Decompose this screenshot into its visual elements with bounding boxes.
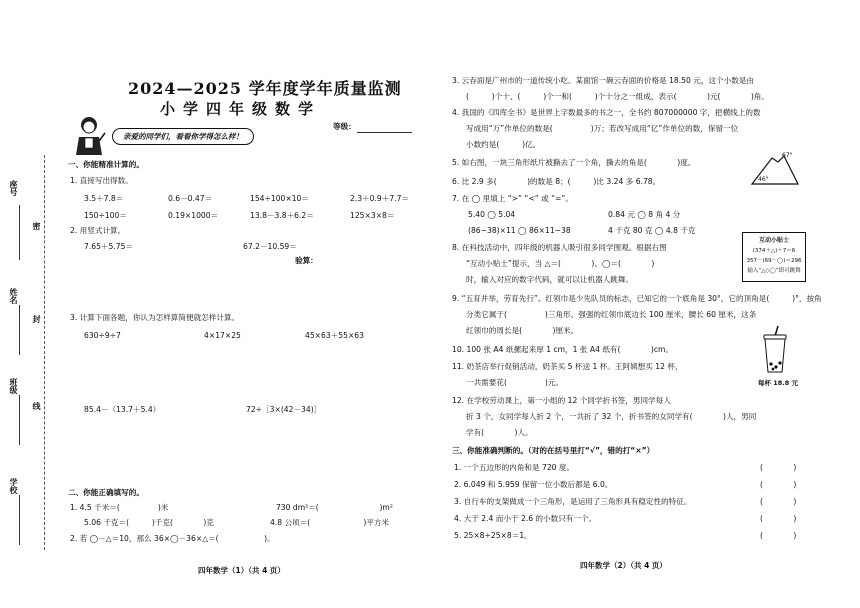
q1-label: 1. 直接写出得数。 xyxy=(70,176,133,185)
judge-1: 1. 一个五边形的内角和是 720 度。 xyxy=(454,463,575,472)
answer-paren[interactable]: ( ) xyxy=(760,480,797,489)
judge-4: 4. 大于 2.4 而小于 2.6 的小数只有一个。 xyxy=(454,514,597,523)
q3-item: 85.4－（13.7＋5.4） xyxy=(84,405,161,414)
right-q10: 10. 100 张 A4 纸摞起来厚 1 cm，1 张 A4 纸有( )cm。 xyxy=(452,345,673,354)
q1-item: 13.8－3.8＋6.2＝ xyxy=(250,211,314,220)
compare-item: 0.84 元 ◯ 8 角 4 分 xyxy=(608,210,681,219)
judge-5: 5. 25×8÷25×8＝1。 xyxy=(454,531,532,540)
q2-label: 2. 用竖式计算。 xyxy=(70,226,126,235)
school-label: 学校 xyxy=(9,478,18,494)
seal-xian: 线 xyxy=(32,402,41,410)
right-q9-line3: 红领巾的周长是( )厘米。 xyxy=(466,326,579,335)
class-label: 班级 xyxy=(9,378,18,394)
angle-67-label: 67° xyxy=(782,152,793,159)
fill-1a: 1. 4.5 千米＝( )米 xyxy=(70,503,169,512)
cup-price-label: 每杯 18.8 元 xyxy=(758,379,799,387)
right-page-footer: 四年数学（2）（共 4 页） xyxy=(580,561,667,570)
section-3-heading: 三、你能准确判断的。（对的在括号里打“√”，错的打“×”） xyxy=(452,446,655,455)
right-q8-line2: “互动小贴士”提示，当 △＝( )、◯＝( ) xyxy=(466,259,655,268)
grade-label: 等级： xyxy=(333,122,356,131)
seat-line xyxy=(19,205,20,260)
q1-item: 150÷100＝ xyxy=(84,211,127,220)
name-line xyxy=(19,305,20,355)
right-q12-line3: 学有( )人。 xyxy=(466,428,533,437)
answer-paren[interactable]: ( ) xyxy=(760,463,797,472)
section-2-heading: 二、你能正确填写的。 xyxy=(68,488,144,497)
right-q3-line1: 3. 云吞面是广州市的一道传统小吃。某面馆一碗云吞面的价格是 18.50 元，这个小数是由 xyxy=(452,76,755,85)
section-1-heading: 一、你能精准计算的。 xyxy=(68,160,144,169)
fill-1d: 4.8 公顷＝( )平方米 xyxy=(270,518,390,527)
q2-item: 67.2－10.59＝ xyxy=(243,242,297,251)
tip-line: 357－(69－◯)＝296 xyxy=(746,258,802,264)
speech-bubble: 亲爱的同学们，看看你学得怎么样！ xyxy=(112,128,254,145)
right-q11-line1: 11. 奶茶店举行促销活动，奶茶买 5 杯送 1 杯。王阿姨想买 12 杯， xyxy=(452,362,683,371)
answer-paren[interactable]: ( ) xyxy=(760,531,797,540)
q3-item: 45×63＋55×63 xyxy=(305,331,364,340)
angle-46-label: 46° xyxy=(758,176,769,183)
q1-item: 3.5＋7.8＝ xyxy=(84,194,124,203)
compare-item: 5.40 ◯ 5.04 xyxy=(468,210,516,219)
q3-item: 72÷［3×(42－34)］ xyxy=(246,405,322,414)
tip-line: 输入“△◇◯”即可跳舞 xyxy=(747,268,801,274)
milk-tea-cup-icon xyxy=(760,326,790,374)
answer-paren[interactable]: ( ) xyxy=(760,514,797,523)
right-q3-line2: ( )个十、( )个一和( )个十分之一组成，表示( )元( )角。 xyxy=(466,92,769,101)
teacher-cartoon-icon xyxy=(72,115,106,157)
fill-2: 2. 若 ◯－△＝10，那么 36×◯－36×△＝( )。 xyxy=(70,534,275,543)
left-page-footer: 四年数学（1）（共 4 页） xyxy=(198,566,285,575)
tip-title: 互动小贴士 xyxy=(758,237,789,244)
exam-subtitle: 小学四年级数学 xyxy=(160,100,322,118)
right-q6: 6. 比 2.9 多( )的数是 8；( )比 3.24 多 6.78。 xyxy=(452,177,661,186)
right-q4-line3: 小数约是( )亿。 xyxy=(466,140,541,149)
right-q4-line2: 写成用“万”作单位的数是( )万；若改写成用“亿”作单位的数，保留一位 xyxy=(466,124,739,133)
school-line xyxy=(19,495,20,545)
grade-line xyxy=(357,132,412,133)
judge-3: 3. 自行车的支架做成一个三角形，是运用了三角形具有稳定性的特征。 xyxy=(454,497,692,506)
class-line xyxy=(19,395,20,445)
name-label: 姓名 xyxy=(9,288,18,304)
q1-item: 0.19×1000＝ xyxy=(168,211,219,220)
right-q5: 5. 如右图，一块三角形纸片被撕去了一个角，撕去的角是( )度。 xyxy=(452,158,696,167)
right-q7: 7. 在 ◯ 里填上 “>” “<” 或 “=”。 xyxy=(452,194,573,203)
q1-item: 2.3＋0.9＋7.7＝ xyxy=(350,194,410,203)
judge-2: 2. 6.049 和 5.959 保留一位小数后都是 6.0。 xyxy=(454,480,613,489)
answer-paren[interactable]: ( ) xyxy=(760,497,797,506)
seat-label: 座号 xyxy=(9,180,18,196)
q2-item: 7.65＋5.75＝ xyxy=(84,242,134,251)
right-q8-line1: 8. 在科技活动中，四年级的机器人吸引很多同学围观。根据右图 xyxy=(452,243,667,252)
q1-item: 125×3×8＝ xyxy=(350,211,395,220)
tip-line: (374＋△)＋7＝6 xyxy=(752,248,796,254)
right-q8-line3: 时，输入对应的数字代码，就可以让机器人跳舞。 xyxy=(466,275,634,284)
right-q12-line1: 12. 在学校劳动课上，第一小组的 12 个同学折书签，男同学每人 xyxy=(452,396,671,405)
q2-check-label: 验算： xyxy=(295,256,318,265)
exam-title: 2024—2025 学年度学年质量监测 xyxy=(128,79,402,98)
right-q12-line2: 折 3 个，女同学每人折 2 个，一共折了 32 个，折书签的女同学有( )人，男同 xyxy=(466,412,757,421)
compare-item: 4 千克 80 克 ◯ 4.8 千克 xyxy=(608,226,696,235)
right-q11-line2: 一共需要花( )元。 xyxy=(466,378,564,387)
q3-item: 4×17×25 xyxy=(204,331,241,340)
right-q4-line1: 4. 我国的《四库全书》是世界上字数最多的书之一，全书约 807000000 字，把横线上的数 xyxy=(452,108,761,117)
binding-line xyxy=(44,155,45,550)
seal-mi: 密 xyxy=(32,222,41,230)
q3-label: 3. 计算下面各题，你认为怎样算简便就怎样计算。 xyxy=(70,313,240,322)
right-q9-line2: 分类它属于( )三角形。强强的红领巾底边长 100 厘米，腰长 60 厘米，这条 xyxy=(466,310,757,319)
compare-item: (86−38)×11 ◯ 86×11−38 xyxy=(468,226,571,235)
robot-tip-box xyxy=(742,232,806,282)
fill-1b: 730 dm²＝( )m² xyxy=(276,503,393,512)
q1-item: 0.6－0.47＝ xyxy=(168,194,213,203)
right-q9-line1: 9. “五育并举，劳育先行”。红领巾是少先队员的标志，已知它的一个底角是 30°，它的顶角是( )°，按角 xyxy=(452,294,822,303)
q3-item: 630÷9÷7 xyxy=(84,331,121,340)
fill-1c: 5.06 千克＝( )千克( )克 xyxy=(84,518,214,527)
seal-feng: 封 xyxy=(32,315,41,323)
q1-item: 154÷100×10＝ xyxy=(250,194,309,203)
